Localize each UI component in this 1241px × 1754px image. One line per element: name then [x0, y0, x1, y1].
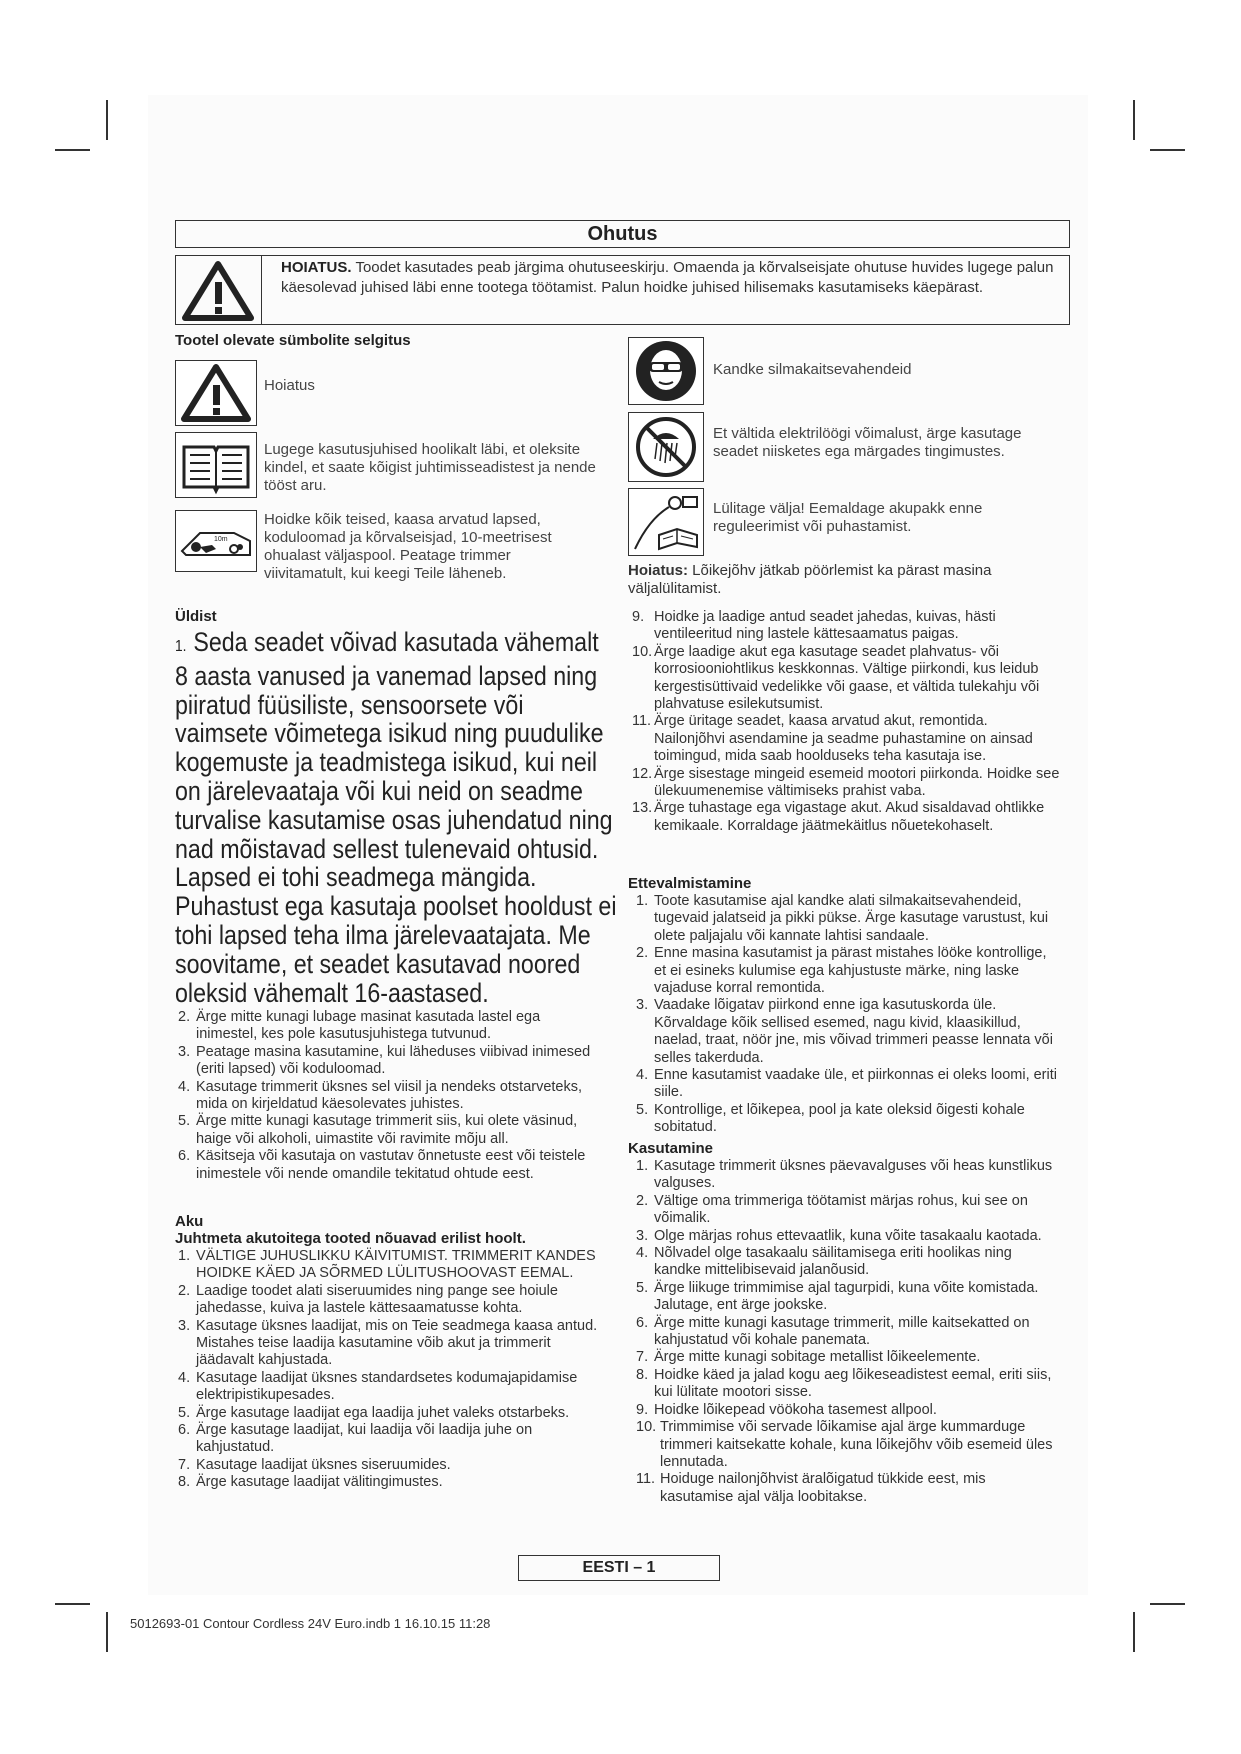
item-number: 2.	[636, 945, 649, 962]
list-item	[632, 609, 1062, 644]
page-footer: EESTI – 1	[518, 1555, 720, 1581]
warning-body: Toodet kasutades peab järgima ohutuseeskirju. Omaenda ja kõrvalseisjate ohutuse huvides lugege palun käesolevad juhised läbi enne tootega töötamist. Palun hoidke juhised hilisemaks kasutamiseks käepärast.	[281, 259, 1054, 296]
aku-subheading: Juhtmeta akutoitega tooted nõuavad erilist hoolt.	[175, 1230, 526, 1247]
aku-list	[178, 1248, 598, 1492]
list-item	[178, 1474, 598, 1491]
warning-triangle-icon	[176, 361, 256, 425]
heading-uldist: Üldist	[175, 608, 217, 625]
item-number: 4.	[636, 1245, 649, 1262]
item-text: Kasutage üksnes laadijat, mis on Teie seadmega kaasa antud. Mistahes teise laadija kasutamine võib akut ja trimmerit jäädavalt kahjustada.	[196, 1317, 598, 1369]
item-text: Hoiduge nailonjõhvist äralõigatud tükkide eest, mis kasutamise ajal välja loobitakse.	[660, 1471, 986, 1505]
section-title: Ohutus	[175, 220, 1070, 248]
list-item	[178, 1113, 598, 1148]
item-number: 13.	[632, 800, 653, 817]
list-item	[636, 1102, 1062, 1137]
heading-aku: Aku	[175, 1213, 204, 1230]
list-item	[178, 1009, 598, 1044]
symbol-battery-frame	[628, 488, 704, 556]
item-number: 7.	[636, 1349, 649, 1366]
list-item	[636, 1471, 1062, 1506]
right-list	[632, 609, 1062, 835]
symbol-eye-text: Kandke silmakaitsevahendeid	[713, 361, 912, 378]
item-text: Vältige oma trimmeriga töötamist märjas rohus, kui see on võimalik.	[654, 1192, 1028, 1227]
crop-mark	[55, 1603, 90, 1605]
item-number: 2.	[178, 1282, 191, 1299]
list-item	[178, 1079, 598, 1114]
item-text: Ärge sisestage mingeid esemeid mootori piirkonda. Hoidke see ülekuumenemise vältimiseks prahist vaba.	[654, 765, 1060, 800]
item-number: 3.	[178, 1043, 191, 1060]
distance-label: 10m	[214, 536, 228, 543]
item-text: Trimmimise või servade lõikamise ajal ärge kummarduge trimmeri kaitsekatte kohale, kuna lõikejõhv võib esemeid üles lennutada.	[660, 1419, 1053, 1470]
symbol-warning-text: Hoiatus	[264, 377, 315, 394]
item-number: 2.	[178, 1009, 191, 1025]
list-item	[632, 644, 1062, 714]
list-item	[636, 997, 1062, 1067]
item-number: 5.	[636, 1101, 649, 1118]
crop-mark	[1150, 1603, 1185, 1605]
list-item	[636, 1402, 1062, 1419]
item-text: Vaadake lõigatav piirkond enne iga kasutuskorda üle. Kõrvaldage kõik sellised esemed, nagu kivid, klaasikillud, naelad, traat, nöör jne, mis võivad trimmeri peasse lennata või selles takerduda.	[654, 997, 1053, 1066]
item-number: 6.	[636, 1314, 649, 1331]
item-text: Ärge üritage seadet, kaasa arvatud akut, remontida. Nailonjõhvi asendamine ja seadme puhastamine on ainsad toimingud, mida saab hoolduseks teha kasutaja ise.	[654, 713, 1033, 765]
item-number: 3.	[636, 997, 649, 1014]
list-item	[178, 1283, 598, 1318]
item-number: 9.	[632, 609, 645, 625]
item-text: Hoidke lõikepead vöökoha tasemest allpool.	[654, 1401, 937, 1418]
list-item	[178, 1248, 598, 1283]
hoiatus-text: Lõikejõhv jätkab pöörlemist ka pärast masina väljalülitamist.	[628, 562, 992, 597]
crop-mark	[1133, 100, 1135, 140]
item-text: Ärge kasutage laadijat välitingimustes.	[196, 1474, 443, 1491]
symbol-manual-text: Lugege kasutusjuhised hoolikalt läbi, et oleksite kindel, et saate kõigist juhtimisseadistest ja nende tööst aru.	[264, 441, 596, 494]
item-number: 1.	[636, 893, 649, 909]
item-number: 2.	[636, 1192, 649, 1209]
item-text: Ärge tuhastage ega vigastage akut. Akud sisaldavad ohtlikke kemikaale. Korraldage jäätmekäitlus nõuetekohaselt.	[654, 800, 1045, 834]
item-text: VÄLTIGE JUHUSLIKKU KÄIVITUMIST. TRIMMERIT KANDES HOIDKE KÄED JA SÕRMED LÜLITUSHOOVAST EEMAL.	[196, 1248, 596, 1282]
item-number: 5.	[178, 1404, 191, 1421]
list-item	[636, 893, 1062, 945]
crop-mark	[106, 1612, 108, 1652]
uldist-list	[178, 1009, 598, 1183]
kasutamine-list	[636, 1158, 1062, 1506]
list-item	[636, 1367, 1062, 1402]
item-number: 5.	[178, 1113, 191, 1130]
list-item	[632, 800, 1062, 835]
list-item	[636, 1419, 1062, 1471]
list-item	[178, 1422, 598, 1457]
item-text: Peatage masina kasutamine, kui läheduses viibivad inimesed (eriti lapsed) või koduloomad.	[196, 1043, 591, 1078]
print-imprint: 5012693-01 Contour Cordless 24V Euro.indb 1 16.10.15 11:28	[130, 1616, 491, 1631]
hoiatus-label: Hoiatus:	[628, 562, 688, 579]
list-item	[636, 1280, 1062, 1315]
crop-mark	[55, 149, 90, 151]
list-item	[636, 1193, 1062, 1228]
crop-mark	[1133, 1612, 1135, 1652]
item-text: Ärge laadige akut ega kasutage seadet plahvatus- või korrosiooniohtlikus keskkonnas. Vältige piirkondi, kus leidub kergestisüttivaid vedelikke või gaase, et vältida tulekahju või plahvatuse esilekutsumist.	[654, 643, 1040, 713]
item-text: Nõlvadel olge tasakaalu säilitamisega eriti hoolikas ning kandke mittelibisevaid jalanõusid.	[654, 1245, 1012, 1279]
list-item	[178, 1148, 598, 1183]
item-number: 7.	[178, 1456, 191, 1473]
list-item	[178, 1318, 598, 1370]
item-number: 8.	[178, 1474, 191, 1491]
list-item	[636, 945, 1062, 997]
item-number: 10.	[632, 643, 653, 660]
list-item	[636, 1067, 1062, 1102]
warning-icon-frame	[176, 256, 262, 324]
crop-mark	[1150, 149, 1185, 151]
item-number: 4.	[636, 1067, 649, 1084]
list-item	[636, 1349, 1062, 1366]
item-number: 4.	[178, 1078, 191, 1095]
item-number: 10.	[636, 1419, 657, 1436]
item-number: 4.	[178, 1369, 191, 1386]
open-book-icon	[176, 433, 256, 497]
item-text: Ärge kasutage laadijat, kui laadija või laadija juhe on kahjustatud.	[196, 1422, 533, 1456]
warning-text	[281, 258, 1061, 298]
item-text: Kontrollige, et lõikepea, pool ja kate oleksid õigesti kohale sobitatud.	[654, 1101, 1025, 1136]
item-number: 3.	[178, 1317, 191, 1334]
symbol-bystanders-text: Hoidke kõik teised, kaasa arvatud lapsed, koduloomad ja kõrvalseisjad, 10-meetrisest ohualast väljaspool. Peatage trimmer viivitamatult, kui keegi Teile läheneb.	[264, 511, 552, 582]
item-number: 12.	[632, 765, 653, 782]
item-number: 1.	[175, 638, 187, 655]
list-item	[636, 1315, 1062, 1350]
no-rain-icon	[629, 413, 703, 481]
crop-mark	[106, 100, 108, 140]
item-text: Enne masina kasutamist ja pärast mistahes lööke kontrollige, et ei esineks kulumise ega kahjustuste märke, ning laske vajaduse korral remontida.	[654, 945, 1047, 997]
bystanders-distance-icon	[176, 511, 256, 571]
item-text: Kasutage laadijat üksnes standardsetes kodumajapidamise elektripistikupesades.	[196, 1369, 578, 1404]
item-number: 5.	[636, 1279, 649, 1296]
item-text: Ärge mitte kunagi kasutage trimmerit, mille kaitsekatted on kahjustatud või kohale panemata.	[654, 1314, 1030, 1349]
symbol-rain-text: Et vältida elektrilöögi võimalust, ärge kasutage seadet niisketes ega märgades tingimustes.	[713, 425, 1022, 460]
item-text: Kasutage trimmerit üksnes päevavalguses või heas kunstlikus valguses.	[654, 1158, 1053, 1192]
heading-kasutamine: Kasutamine	[628, 1140, 714, 1157]
list-item	[636, 1158, 1062, 1193]
item-text: Kasutage trimmerit üksnes sel viisil ja nendeks otstarveteks, mida on kirjeldatud käesolevates juhistes.	[196, 1078, 583, 1113]
item-number: 6.	[178, 1422, 191, 1439]
item-number: 6.	[178, 1148, 191, 1165]
item-text: Ärge liikuge trimmimise ajal tagurpidi, kuna võite komistada. Jalutage, ent ärge jookske.	[654, 1279, 1039, 1314]
item-text: Käsitseja või kasutaja on vastutav õnnetuste eest või teistele inimestele või nende omandile tekitatud ohtude eest.	[196, 1148, 586, 1182]
list-item	[632, 713, 1062, 765]
hoiatus-note	[628, 562, 1048, 598]
list-item	[178, 1044, 598, 1079]
item-number: 1.	[178, 1248, 191, 1264]
item-text: Toote kasutamise ajal kandke alati silmakaitsevahendeid, tugevaid jalatseid ja pikki pükse. Ärge kasutage varustust, kui olete paljajalu või kannate lahtisi sandaale.	[654, 893, 1049, 944]
list-item	[178, 1457, 598, 1474]
symbol-rain-frame	[628, 412, 704, 482]
list-item	[636, 1245, 1062, 1280]
item-text: Seda seadet võivad kasutada vähemalt 8 aasta vanused ja vanemad lapsed ning piiratud füüsiliste, sensoorsete või vaimsete võimetega isikud ning puudulike kogemuste ja teadmistega isikud, kui neil on järelevaataja või kui neid on seadme turvalise kasutamise osas juhendatud ning nad mõistavad sellest tulenevaid ohtusid. Lapsed ei tohi seadmega mängida. Puhastust ega kasutaja poolset hooldust ei tohi lapsed teha ilma järelevaatajata. Me soovitame, et seadet kasutavad noored oleksid vähemalt 16-aastased.	[175, 627, 617, 1008]
item-text: Enne kasutamist vaadake üle, et piirkonnas ei oleks loomi, eriti siile.	[654, 1067, 1057, 1101]
heading-ettevalmistamine: Ettevalmistamine	[628, 875, 752, 892]
item-number: 9.	[636, 1401, 649, 1418]
item-text: Ärge mitte kunagi sobitage metallist lõikeelemente.	[654, 1349, 981, 1366]
item-text: Kasutage laadijat üksnes siseruumides.	[196, 1456, 451, 1473]
symbol-manual-frame	[175, 432, 257, 498]
item-text: Laadige toodet alati siseruumides ning pange see hoiule jahedasse, kuiva ja lastele kättesaamatusse kohta.	[196, 1282, 558, 1317]
item-text: Ärge mitte kunagi kasutage trimmerit siis, kui olete väsinud, haige või alkoholi, uimastite või ravimite mõju all.	[196, 1113, 578, 1147]
item-text: Hoidke ja laadige antud seadet jahedas, kuivas, hästi ventileeritud ning lastele kättesaamatus paigas.	[654, 609, 996, 643]
list-item	[632, 766, 1062, 801]
item-number: 1.	[636, 1158, 649, 1174]
warning-box	[175, 255, 1070, 325]
item-text: Ärge mitte kunagi lubage masinat kasutada lastel ega inimestel, kes pole kasutusjuhistega tutvunud.	[196, 1009, 541, 1043]
symbol-warning-frame	[175, 360, 257, 426]
eye-protection-icon	[629, 338, 703, 404]
uldist-item-1	[175, 628, 618, 1007]
warning-label: HOIATUS.	[281, 259, 352, 276]
symbols-heading: Tootel olevate sümbolite selgitus	[175, 332, 411, 349]
item-number: 11.	[636, 1471, 656, 1488]
item-number: 11.	[632, 713, 652, 730]
item-text: Olge märjas rohus ettevaatlik, kuna võite tasakaalu kaotada.	[654, 1227, 1042, 1244]
item-number: 8.	[636, 1366, 649, 1383]
symbol-battery-text: Lülitage välja! Eemaldage akupakk enne reguleerimist või puhastamist.	[713, 500, 983, 535]
list-item	[178, 1370, 598, 1405]
warning-triangle-icon	[176, 256, 261, 324]
list-item	[178, 1405, 598, 1422]
ettevalmistamine-list	[636, 893, 1062, 1137]
item-text: Hoidke käed ja jalad kogu aeg lõikeseadistest eemal, eriti siis, kui lülitate mootori sisse.	[654, 1366, 1052, 1401]
remove-battery-manual-icon	[629, 489, 703, 555]
item-number: 3.	[636, 1227, 649, 1244]
item-text: Ärge kasutage laadijat ega laadija juhet valeks otstarbeks.	[196, 1404, 570, 1421]
symbol-eye-frame	[628, 337, 704, 405]
symbol-bystanders-frame	[175, 510, 257, 572]
list-item	[636, 1228, 1062, 1245]
